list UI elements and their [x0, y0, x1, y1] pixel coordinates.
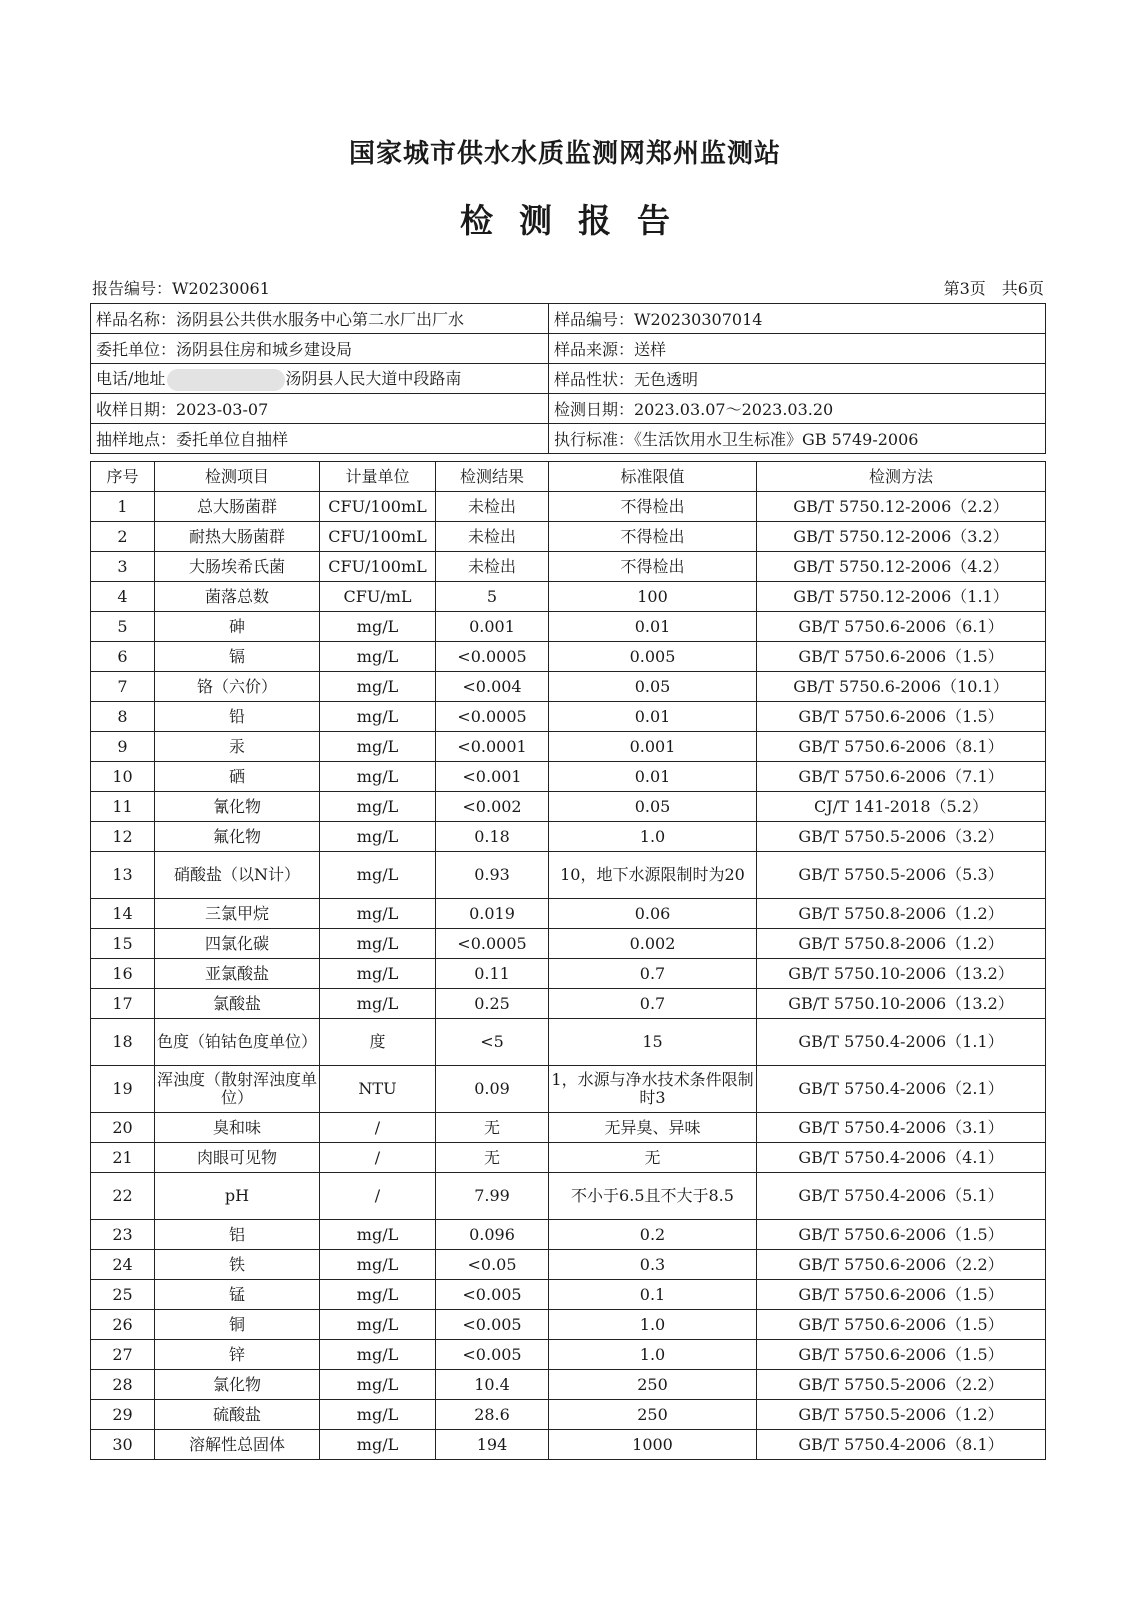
table-row	[91, 1066, 1046, 1113]
table-row	[91, 612, 1046, 642]
limit-cell: 不得检出	[549, 492, 757, 522]
method-cell: GB/T 5750.10-2006（13.2）	[757, 989, 1046, 1019]
table-row	[91, 1220, 1046, 1250]
unit-cell: mg/L	[320, 762, 436, 792]
unit-cell: mg/L	[320, 989, 436, 1019]
limit-cell: 0.001	[549, 732, 757, 762]
table-row	[91, 1310, 1046, 1340]
header-item: 检测项目	[155, 462, 320, 492]
limit-cell: 0.1	[549, 1280, 757, 1310]
seq-cell: 4	[91, 582, 155, 612]
result-cell: 0.11	[436, 959, 549, 989]
limit-cell: 不小于6.5且不大于8.5	[549, 1173, 757, 1220]
item-cell: 铅	[155, 702, 320, 732]
unit-cell: mg/L	[320, 822, 436, 852]
method-cell: GB/T 5750.4-2006（1.1）	[757, 1019, 1046, 1066]
seq-cell: 23	[91, 1220, 155, 1250]
seq-cell: 25	[91, 1280, 155, 1310]
table-row	[91, 732, 1046, 762]
result-cell: 0.18	[436, 822, 549, 852]
result-cell: <0.005	[436, 1310, 549, 1340]
limit-cell: 1000	[549, 1430, 757, 1460]
result-cell: 194	[436, 1430, 549, 1460]
method-cell: GB/T 5750.6-2006（1.5）	[757, 642, 1046, 672]
client-unit: 委托单位：汤阴县住房和城乡建设局	[91, 334, 549, 364]
limit-cell: 0.7	[549, 959, 757, 989]
item-cell: 汞	[155, 732, 320, 762]
item-cell: 镉	[155, 642, 320, 672]
item-cell: 亚氯酸盐	[155, 959, 320, 989]
result-cell: 0.001	[436, 612, 549, 642]
result-cell: 未检出	[436, 492, 549, 522]
result-cell: <5	[436, 1019, 549, 1066]
limit-cell: 0.01	[549, 762, 757, 792]
table-row	[91, 822, 1046, 852]
method-cell: GB/T 5750.12-2006（2.2）	[757, 492, 1046, 522]
item-cell: 耐热大肠菌群	[155, 522, 320, 552]
seq-cell: 19	[91, 1066, 155, 1113]
seq-cell: 10	[91, 762, 155, 792]
info-row	[91, 334, 1046, 364]
limit-cell: 0.7	[549, 989, 757, 1019]
limit-cell: 不得检出	[549, 522, 757, 552]
seq-cell: 3	[91, 552, 155, 582]
limit-cell: 0.01	[549, 612, 757, 642]
item-cell: 铝	[155, 1220, 320, 1250]
unit-cell: mg/L	[320, 1250, 436, 1280]
method-cell: GB/T 5750.5-2006（3.2）	[757, 822, 1046, 852]
table-header-row	[91, 462, 1046, 492]
item-cell: 浑浊度（散射浑浊度单位）	[155, 1066, 320, 1113]
method-cell: GB/T 5750.12-2006（3.2）	[757, 522, 1046, 552]
item-cell: 氯化物	[155, 1370, 320, 1400]
table-row	[91, 672, 1046, 702]
seq-cell: 6	[91, 642, 155, 672]
limit-cell: 无	[549, 1143, 757, 1173]
result-cell: <0.005	[436, 1280, 549, 1310]
item-cell: 臭和味	[155, 1113, 320, 1143]
contact-cell	[91, 364, 549, 394]
unit-cell: mg/L	[320, 672, 436, 702]
seq-cell: 20	[91, 1113, 155, 1143]
redaction-blur	[167, 369, 285, 391]
unit-cell: mg/L	[320, 732, 436, 762]
item-cell: 肉眼可见物	[155, 1143, 320, 1173]
sample-number: 样品编号：W20230307014	[549, 304, 1046, 334]
limit-cell: 0.06	[549, 899, 757, 929]
sample-info-table	[90, 303, 1046, 454]
table-row	[91, 959, 1046, 989]
table-row	[91, 852, 1046, 899]
method-cell: GB/T 5750.4-2006（8.1）	[757, 1430, 1046, 1460]
method-cell: GB/T 5750.5-2006（1.2）	[757, 1400, 1046, 1430]
item-cell: 铜	[155, 1310, 320, 1340]
info-row	[91, 364, 1046, 394]
method-cell: GB/T 5750.4-2006（4.1）	[757, 1143, 1046, 1173]
limit-cell: 250	[549, 1400, 757, 1430]
result-cell: 无	[436, 1143, 549, 1173]
execution-standard: 执行标准：《生活饮用水卫生标准》GB 5749-2006	[549, 424, 1046, 454]
unit-cell: mg/L	[320, 1430, 436, 1460]
table-row	[91, 1019, 1046, 1066]
limit-cell: 0.05	[549, 792, 757, 822]
item-cell: 大肠埃希氏菌	[155, 552, 320, 582]
table-row	[91, 1113, 1046, 1143]
item-cell: 硒	[155, 762, 320, 792]
item-cell: 铁	[155, 1250, 320, 1280]
seq-cell: 16	[91, 959, 155, 989]
method-cell: GB/T 5750.6-2006（1.5）	[757, 1340, 1046, 1370]
item-cell: 硫酸盐	[155, 1400, 320, 1430]
limit-cell: 250	[549, 1370, 757, 1400]
result-cell: <0.0005	[436, 642, 549, 672]
seq-cell: 5	[91, 612, 155, 642]
table-row	[91, 492, 1046, 522]
unit-cell: CFU/mL	[320, 582, 436, 612]
result-cell: 0.096	[436, 1220, 549, 1250]
unit-cell: mg/L	[320, 1400, 436, 1430]
sample-property: 样品性状：无色透明	[549, 364, 1046, 394]
unit-cell: mg/L	[320, 1280, 436, 1310]
receive-date: 收样日期：2023-03-07	[91, 394, 549, 424]
contact-address: 汤阴县人民大道中段路南	[285, 369, 462, 389]
limit-cell: 0.01	[549, 702, 757, 732]
seq-cell: 30	[91, 1430, 155, 1460]
method-cell: GB/T 5750.12-2006（4.2）	[757, 552, 1046, 582]
item-cell: 铬（六价）	[155, 672, 320, 702]
header-seq: 序号	[91, 462, 155, 492]
table-row	[91, 1400, 1046, 1430]
result-cell: <0.001	[436, 762, 549, 792]
limit-cell: 不得检出	[549, 552, 757, 582]
method-cell: GB/T 5750.8-2006（1.2）	[757, 899, 1046, 929]
method-cell: CJ/T 141-2018（5.2）	[757, 792, 1046, 822]
page-number: 第3页 共6页	[943, 279, 1044, 298]
seq-cell: 18	[91, 1019, 155, 1066]
table-row	[91, 1250, 1046, 1280]
results-table	[90, 461, 1046, 1460]
info-row	[91, 394, 1046, 424]
limit-cell: 10，地下水源限制时为20	[549, 852, 757, 899]
unit-cell: mg/L	[320, 702, 436, 732]
report-title: 检测报告	[460, 201, 696, 240]
seq-cell: 1	[91, 492, 155, 522]
result-cell: <0.0005	[436, 702, 549, 732]
unit-cell: 度	[320, 1019, 436, 1066]
seq-cell: 29	[91, 1400, 155, 1430]
unit-cell: mg/L	[320, 1220, 436, 1250]
item-cell: 总大肠菌群	[155, 492, 320, 522]
unit-cell: mg/L	[320, 899, 436, 929]
method-cell: GB/T 5750.5-2006（2.2）	[757, 1370, 1046, 1400]
item-cell: 三氯甲烷	[155, 899, 320, 929]
unit-cell: mg/L	[320, 929, 436, 959]
result-cell: 10.4	[436, 1370, 549, 1400]
result-cell: <0.0005	[436, 929, 549, 959]
table-row	[91, 899, 1046, 929]
unit-cell: mg/L	[320, 959, 436, 989]
limit-cell: 15	[549, 1019, 757, 1066]
method-cell: GB/T 5750.6-2006（1.5）	[757, 702, 1046, 732]
result-cell: <0.005	[436, 1340, 549, 1370]
seq-cell: 2	[91, 522, 155, 552]
method-cell: GB/T 5750.10-2006（13.2）	[757, 959, 1046, 989]
limit-cell: 0.3	[549, 1250, 757, 1280]
table-row	[91, 642, 1046, 672]
method-cell: GB/T 5750.6-2006（1.5）	[757, 1310, 1046, 1340]
method-cell: GB/T 5750.12-2006（1.1）	[757, 582, 1046, 612]
result-cell: 7.99	[436, 1173, 549, 1220]
header-unit: 计量单位	[320, 462, 436, 492]
seq-cell: 28	[91, 1370, 155, 1400]
item-cell: 氯酸盐	[155, 989, 320, 1019]
limit-cell: 1.0	[549, 1340, 757, 1370]
sample-source: 样品来源：送样	[549, 334, 1046, 364]
unit-cell: mg/L	[320, 1370, 436, 1400]
method-cell: GB/T 5750.6-2006（6.1）	[757, 612, 1046, 642]
limit-cell: 1.0	[549, 1310, 757, 1340]
result-cell: 未检出	[436, 522, 549, 552]
result-cell: 0.09	[436, 1066, 549, 1113]
limit-cell: 1，水源与净水技术条件限制时3	[549, 1066, 757, 1113]
seq-cell: 22	[91, 1173, 155, 1220]
unit-cell: mg/L	[320, 1340, 436, 1370]
seq-cell: 21	[91, 1143, 155, 1173]
info-row	[91, 304, 1046, 334]
unit-cell: NTU	[320, 1066, 436, 1113]
unit-cell: /	[320, 1173, 436, 1220]
header-result: 检测结果	[436, 462, 549, 492]
method-cell: GB/T 5750.8-2006（1.2）	[757, 929, 1046, 959]
method-cell: GB/T 5750.6-2006（1.5）	[757, 1220, 1046, 1250]
table-row	[91, 929, 1046, 959]
table-row	[91, 1173, 1046, 1220]
result-cell: 28.6	[436, 1400, 549, 1430]
unit-cell: /	[320, 1113, 436, 1143]
seq-cell: 24	[91, 1250, 155, 1280]
result-cell: <0.002	[436, 792, 549, 822]
seq-cell: 12	[91, 822, 155, 852]
table-row	[91, 762, 1046, 792]
table-row	[91, 522, 1046, 552]
result-cell: 5	[436, 582, 549, 612]
unit-cell: /	[320, 1143, 436, 1173]
limit-cell: 100	[549, 582, 757, 612]
result-cell: <0.004	[436, 672, 549, 702]
method-cell: GB/T 5750.6-2006（10.1）	[757, 672, 1046, 702]
result-cell: <0.05	[436, 1250, 549, 1280]
item-cell: 菌落总数	[155, 582, 320, 612]
unit-cell: mg/L	[320, 642, 436, 672]
method-cell: GB/T 5750.6-2006（8.1）	[757, 732, 1046, 762]
sampling-site: 抽样地点：委托单位自抽样	[91, 424, 549, 454]
table-row	[91, 1370, 1046, 1400]
seq-cell: 14	[91, 899, 155, 929]
item-cell: 锌	[155, 1340, 320, 1370]
item-cell: 色度（铂钴色度单位）	[155, 1019, 320, 1066]
item-cell: 硝酸盐（以N计）	[155, 852, 320, 899]
item-cell: 锰	[155, 1280, 320, 1310]
item-cell: 砷	[155, 612, 320, 642]
item-cell: 氟化物	[155, 822, 320, 852]
item-cell: 四氯化碳	[155, 929, 320, 959]
test-date: 检测日期：2023.03.07～2023.03.20	[549, 394, 1046, 424]
seq-cell: 8	[91, 702, 155, 732]
unit-cell: mg/L	[320, 1310, 436, 1340]
result-cell: 无	[436, 1113, 549, 1143]
seq-cell: 13	[91, 852, 155, 899]
result-cell: 0.25	[436, 989, 549, 1019]
table-row	[91, 1143, 1046, 1173]
table-row	[91, 1430, 1046, 1460]
method-cell: GB/T 5750.4-2006（5.1）	[757, 1173, 1046, 1220]
method-cell: GB/T 5750.6-2006（7.1）	[757, 762, 1046, 792]
method-cell: GB/T 5750.4-2006（3.1）	[757, 1113, 1046, 1143]
organization-title: 国家城市供水水质监测网郑州监测站	[348, 139, 781, 169]
unit-cell: mg/L	[320, 852, 436, 899]
info-row	[91, 424, 1046, 454]
unit-cell: mg/L	[320, 612, 436, 642]
report-number: 报告编号：W20230061	[92, 279, 270, 298]
unit-cell: mg/L	[320, 792, 436, 822]
limit-cell: 0.005	[549, 642, 757, 672]
header-method: 检测方法	[757, 462, 1046, 492]
item-cell: pH	[155, 1173, 320, 1220]
table-row	[91, 1340, 1046, 1370]
method-cell: GB/T 5750.4-2006（2.1）	[757, 1066, 1046, 1113]
table-row	[91, 702, 1046, 732]
limit-cell: 1.0	[549, 822, 757, 852]
result-cell: 0.93	[436, 852, 549, 899]
seq-cell: 17	[91, 989, 155, 1019]
seq-cell: 15	[91, 929, 155, 959]
item-cell: 溶解性总固体	[155, 1430, 320, 1460]
method-cell: GB/T 5750.5-2006（5.3）	[757, 852, 1046, 899]
seq-cell: 9	[91, 732, 155, 762]
header-limit: 标准限值	[549, 462, 757, 492]
contact-label: 电话/地址	[96, 369, 166, 389]
result-cell: 0.019	[436, 899, 549, 929]
table-row	[91, 792, 1046, 822]
limit-cell: 无异臭、异味	[549, 1113, 757, 1143]
table-row	[91, 989, 1046, 1019]
seq-cell: 27	[91, 1340, 155, 1370]
unit-cell: CFU/100mL	[320, 492, 436, 522]
result-cell: <0.0001	[436, 732, 549, 762]
seq-cell: 7	[91, 672, 155, 702]
method-cell: GB/T 5750.6-2006（2.2）	[757, 1250, 1046, 1280]
table-row	[91, 582, 1046, 612]
limit-cell: 0.05	[549, 672, 757, 702]
limit-cell: 0.002	[549, 929, 757, 959]
table-row	[91, 1280, 1046, 1310]
sample-name: 样品名称：汤阴县公共供水服务中心第二水厂出厂水	[91, 304, 549, 334]
item-cell: 氰化物	[155, 792, 320, 822]
method-cell: GB/T 5750.6-2006（1.5）	[757, 1280, 1046, 1310]
unit-cell: CFU/100mL	[320, 552, 436, 582]
limit-cell: 0.2	[549, 1220, 757, 1250]
result-cell: 未检出	[436, 552, 549, 582]
table-row	[91, 552, 1046, 582]
unit-cell: CFU/100mL	[320, 522, 436, 552]
report-meta	[92, 276, 1044, 300]
seq-cell: 11	[91, 792, 155, 822]
seq-cell: 26	[91, 1310, 155, 1340]
